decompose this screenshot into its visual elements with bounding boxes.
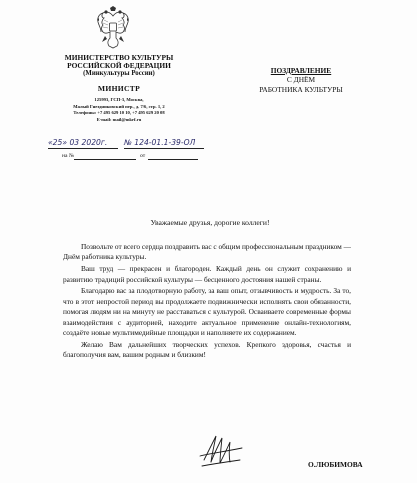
reference-number-underline bbox=[74, 159, 136, 160]
reference-date-underline bbox=[148, 159, 198, 160]
registration-number: № 124-01.1-39-ОЛ bbox=[124, 138, 196, 147]
minister-title: МИНИСТР bbox=[97, 84, 141, 94]
greeting: Уважаемые друзья, дорогие коллеги! bbox=[150, 218, 270, 227]
title-line1: ПОЗДРАВЛЕНИЕ bbox=[270, 66, 332, 75]
paragraph: Желаю Вам дальнейших творческих успехов. Крепкого здоровья, счастья и благополучия вам, вашим родным и близким! bbox=[63, 339, 351, 360]
ministry-address bbox=[56, 97, 182, 123]
ministry-short-name: (Минкультуры России) bbox=[83, 70, 155, 78]
ministry-name-line2: РОССИЙСКОЙ ФЕДЕРАЦИИ bbox=[67, 61, 171, 71]
address-line: 125993, ГСП-3, Москва, bbox=[94, 97, 144, 103]
ministry-name-line1: МИНИСТЕРСТВО КУЛЬТУРЫ bbox=[64, 53, 174, 62]
signer-name: О.ЛЮБИМОВА bbox=[308, 460, 363, 469]
letter-body bbox=[63, 242, 351, 362]
address-line: Малый Гнездниковский пер., д. 7/6, стр. 1, 2 bbox=[73, 103, 165, 109]
letter-title bbox=[246, 66, 356, 94]
address-line: E-mail: mail@mkrf.ru bbox=[96, 116, 142, 122]
date-underline bbox=[48, 148, 118, 149]
paragraph: Ваш труд — прекрасен и благороден. Каждый день он служит сохранению и развитию традиций российской культуры — бесценного достояния нашей страны. bbox=[63, 264, 351, 284]
title-line3: РАБОТНИКА КУЛЬТУРЫ bbox=[259, 84, 343, 94]
paragraph: Позвольте от всего сердца поздравить вас с общим профессиональным праздником — Днём работника культуры. bbox=[63, 242, 351, 262]
number-underline bbox=[124, 148, 204, 149]
double-headed-eagle-icon bbox=[95, 6, 131, 50]
reference-from-label: от bbox=[140, 153, 146, 159]
registration-date: «25» 03 2020г. bbox=[48, 138, 108, 147]
reference-line bbox=[62, 152, 212, 162]
ministry-header bbox=[56, 54, 182, 123]
registration-line bbox=[44, 138, 204, 150]
title-line2: С ДНЁМ bbox=[286, 75, 316, 85]
paragraph: Благодарю вас за плодотворную работу, за ваш опыт, отзывчивость и мудрость. За то, что в этот непростой период вы продолжаете подвижнически исполнять свои обязанности, помогая людям ни на минуту не расставаться с культурой. Осваиваете современные формы взаимодействия с аудиторией, находите актуальное применение онлайн-технологиям, создаёте новые мультимедийные площадки и наполняете их содержанием. bbox=[63, 286, 351, 338]
reference-label: на № bbox=[62, 153, 75, 159]
handwritten-signature bbox=[196, 430, 246, 472]
address-line: Телефоны: +7 495 629 10 10, +7 495 629 20 08 bbox=[73, 110, 165, 116]
